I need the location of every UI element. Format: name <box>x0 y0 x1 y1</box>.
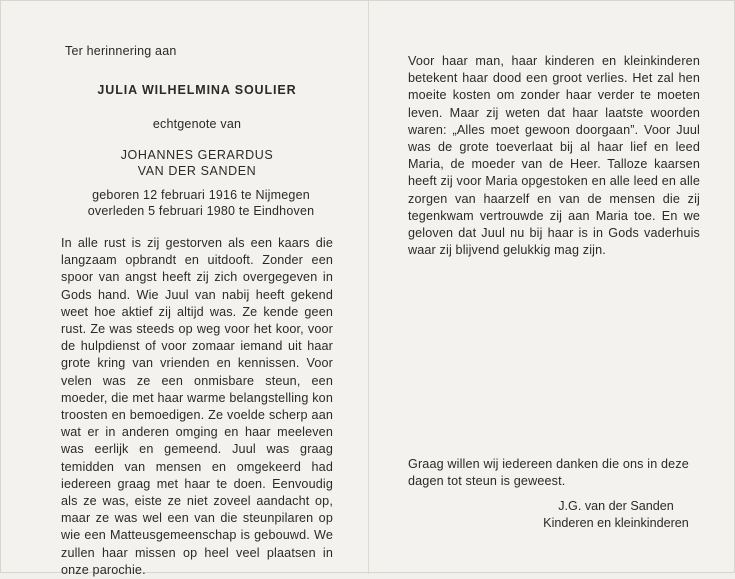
card-fold-line <box>368 1 369 574</box>
spouse-name-line1: JOHANNES GERARDUS <box>120 148 274 162</box>
death-line: overleden 5 februari 1980 te Eindhoven <box>87 204 315 218</box>
in-memory-heading: Ter herinnering aan <box>65 44 177 58</box>
spouse-intro: echtgenote van <box>152 117 242 131</box>
eulogy-continued-text: Voor haar man, haar kinderen en kleinkinderen betekent haar dood een groot verlies. Het zal hen moeite kosten om zonder haar verder te moeten leven. Maar zij weten dat haar laatste woorden waren: „Alles moet gewoon doorgaan”. Voor Juul was de grote toeverlaat bij al haar lief en leed Maria, de moeder van de Heer. Talloze kaarsen heeft zij voor Maria opgestoken en alle leed en alle zorgen van haarzelf en van de mensen die zij tegenkwam vertrouwde zij aan Maria toe. En we geloven dat Juul nu bij haar is in Gods vaderhuis waar zij blijvend gelukkig mag zijn. <box>408 54 700 258</box>
signature-family: Kinderen en kleinkinderen <box>543 516 689 530</box>
eulogy-text: In alle rust is zij gestorven als een kaars die langzaam opbrandt en uitdooft. Zonder een spoor van angst heeft zij zich overgegeven in Gods hand. Wie Juul van nabij heeft gekend weet hoe aktief zij altijd was. Ze kende geen rust. Ze was steeds op weg voor het koor, voor de hulpdienst of voor zomaar iemand uit haar grote kring van vrienden en kennissen. Voor velen was ze een onmisbare steun, een moeder, die met haar warme belangstelling kon troosten en bemoedigen. Ze voelde scherp aan wat er in anderen omging en haar meeleven was eerlijk en gemeend. Juul was graag temidden van mensen en omgekeerd had iedereen graag met haar te doen. Eenvoudig als ze was, eiste ze niet zoveel aandacht op, maar ze was wel een van die steunpilaren op wie een Matteusgemeenschap is gebouwd. We zullen haar missen op heel veel plaatsen in onze parochie. <box>61 236 333 577</box>
signature-name: J.G. van der Sanden <box>558 499 674 513</box>
deceased-name: JULIA WILHELMINA SOULIER <box>97 83 297 97</box>
spouse-name-line2: VAN DER SANDEN <box>137 164 257 178</box>
thanks-text: Graag willen wij iedereen danken die ons in deze dagen tot steun is geweest. <box>408 457 689 489</box>
birth-line: geboren 12 februari 1916 te Nijmegen <box>92 188 310 202</box>
